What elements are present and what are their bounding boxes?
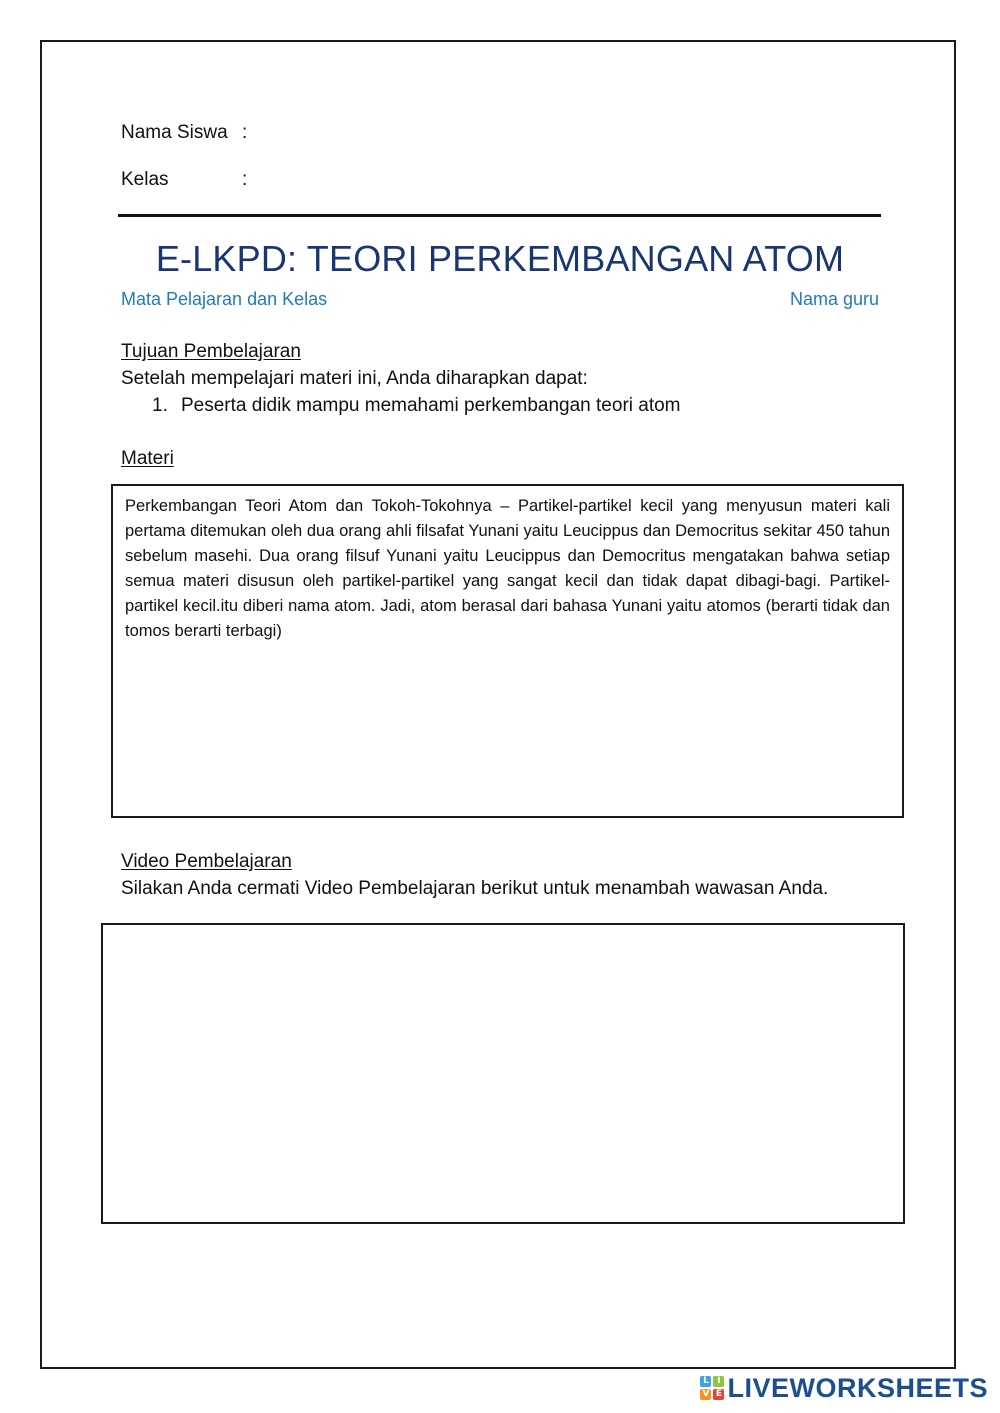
objective-number: 1. [152, 395, 168, 416]
class-colon: : [242, 169, 248, 190]
liveworksheets-logo-icon [700, 1376, 724, 1400]
logo-tile-v: V [700, 1389, 711, 1400]
brand-name: LIVEWORKSHEETS [727, 1373, 988, 1403]
video-embed-area[interactable] [101, 923, 905, 1224]
material-heading: Materi [121, 448, 174, 469]
class-label: Kelas [121, 169, 169, 190]
class-field [121, 168, 247, 192]
student-name-colon: : [242, 122, 248, 143]
video-intro: Silakan Anda cermati Video Pembelajaran berikut untuk menambah wawasan Anda. [121, 878, 829, 899]
objectives-heading: Tujuan Pembelajaran [121, 341, 301, 362]
liveworksheets-brand[interactable] [700, 1373, 988, 1403]
header-divider [118, 214, 881, 217]
material-text: Perkembangan Teori Atom dan Tokoh-Tokohnya – Partikel-partikel kecil yang menyusun materi kali pertama ditemukan oleh dua orang ahli filsafat Yunani yaitu Leucippus dan Democritus sekitar 450 tahun sebelum masehi. Dua orang filsuf Yunani yaitu Leucippus dan Democritus mengatakan bahwa setiap semua materi disusun oleh partikel-partikel yang sangat kecil dan tidak dapat dibagi-bagi. Partikel-partikel kecil.itu diberi nama atom. Jadi, atom berasal dari bahasa Yunani yaitu atomos (berarti tidak dan tomos berarti terbagi) [125, 497, 890, 640]
page-title: E-LKPD: TEORI PERKEMBANGAN ATOM [155, 238, 845, 279]
teacher-name-label: Nama guru [789, 289, 879, 309]
logo-tile-l: L [700, 1376, 711, 1387]
subject-class-label: Mata Pelajaran dan Kelas [121, 289, 328, 309]
objective-text: Peserta didik mampu memahami perkembangan teori atom [181, 395, 681, 416]
objectives-intro: Setelah mempelajari materi ini, Anda diharapkan dapat: [121, 368, 588, 389]
student-name-field [121, 121, 247, 145]
logo-tile-e: E [713, 1389, 724, 1400]
logo-tile-i: I [713, 1376, 724, 1387]
objective-item [152, 394, 681, 418]
video-heading: Video Pembelajaran [121, 851, 292, 872]
material-box [111, 484, 904, 818]
student-name-label: Nama Siswa [121, 122, 228, 143]
